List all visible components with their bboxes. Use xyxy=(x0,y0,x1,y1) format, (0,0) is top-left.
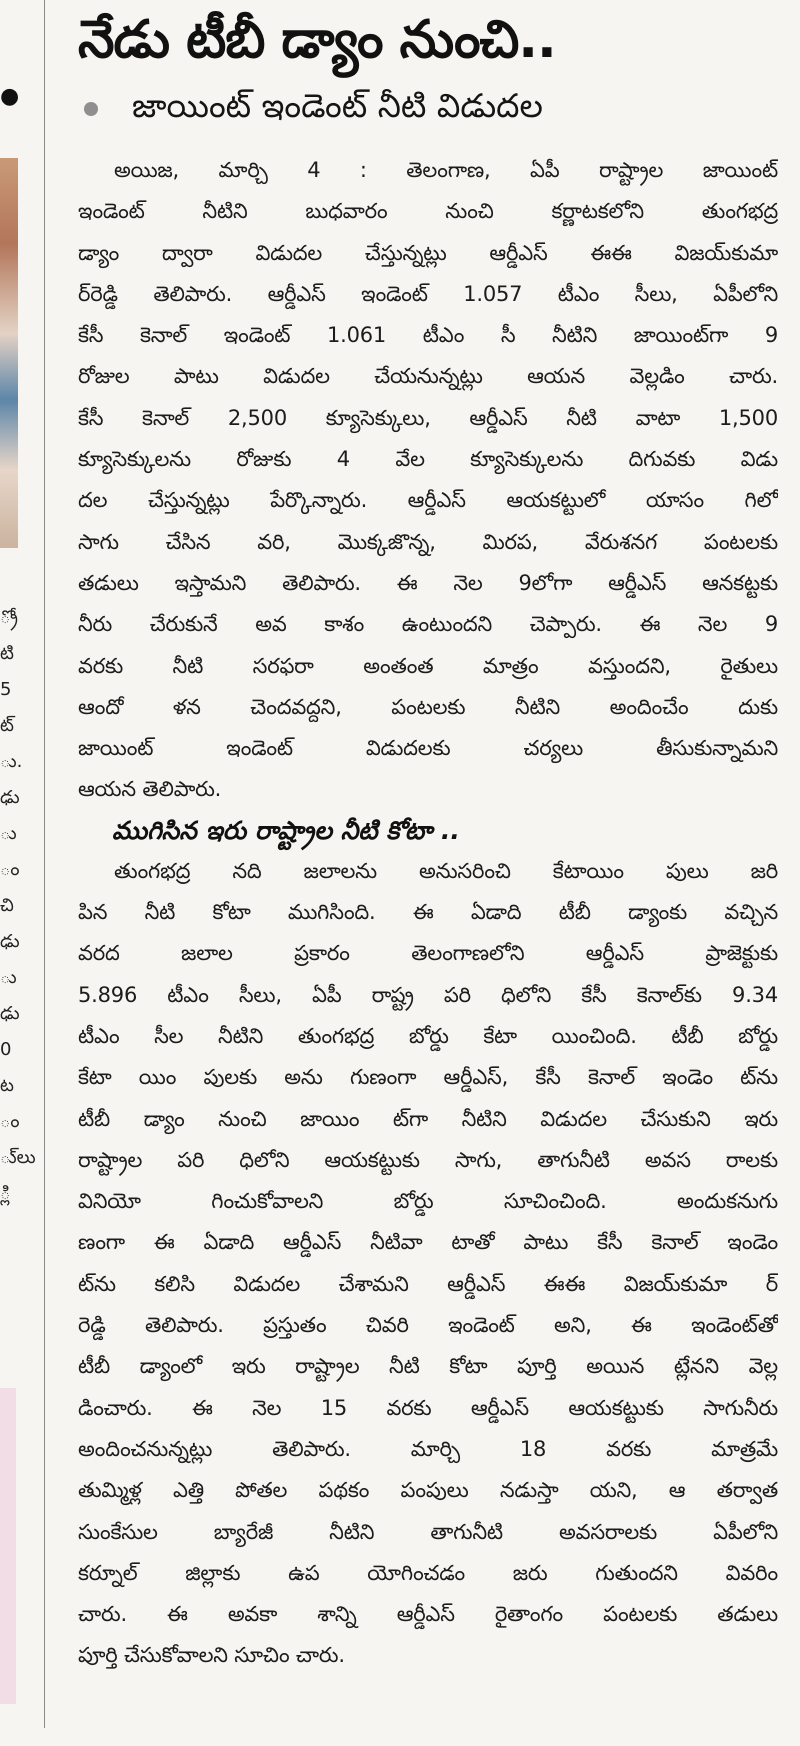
text-line: చారు. ఈ అవకా శాన్ని ఆర్డీఎస్ రైతాంగం పంటలకు తడులు xyxy=(78,1602,778,1627)
text-line: కర్నూల్ జిల్లాకు ఉప యోగించడం జరు గుతుందని వివరిం xyxy=(78,1560,778,1585)
text-line: వినియో గించుకోవాలని బోర్డు సూచించింది. అందుకనుగు xyxy=(78,1189,778,1214)
adjacent-photo-edge xyxy=(0,158,18,548)
text-line: తుంగభద్ర నది జలాలను అనుసరించి కేటాయిం పులు జరి xyxy=(114,858,778,883)
adjacent-column-fragment: టి xyxy=(0,643,14,664)
text-line: ణంగా ఈ ఏడాది ఆర్డీఎస్ నీటివా టాతో పాటు కేసీ కెనాల్ ఇండెం xyxy=(78,1230,778,1255)
text-line: కేటా యిం పులకు అను గుణంగా ఆర్డీఎస్, కేసీ కెనాల్ ఇండెం ట్‌ను xyxy=(78,1065,778,1090)
adjacent-column-fragment: ట్ xyxy=(0,715,14,736)
text-line: క్యూసెక్కులను రోజుకు 4 వేల క్యూసెక్కులను దిగువకు విడు xyxy=(78,447,778,472)
text-line: రాష్ట్రాల పరి ధిలోని ఆయకట్టుకు సాగు, తాగునీటి అవస రాలకు xyxy=(78,1147,778,1172)
adjacent-bullet: ● xyxy=(0,84,20,109)
adjacent-column-fragment: ు్లు xyxy=(0,1147,36,1168)
adjacent-column-fragment: ్లి xyxy=(0,1183,11,1204)
text-line: వరకు నీటి సరఫరా అంతంత మాత్రం వస్తుందని, రైతులు xyxy=(78,653,778,678)
text-line: అందించనున్నట్లు తెలిపారు. మార్చి 18 వరకు మాత్రమే xyxy=(78,1436,778,1461)
text-line: కేసీ కెనాల్ ఇండెంట్ 1.061 టీఎం సీ నీటిని జాయింట్‌గా 9 xyxy=(78,323,778,348)
adjacent-column-fragment: ు xyxy=(0,967,17,988)
text-line: డించారు. ఈ నెల 15 వరకు ఆర్డీఎస్ ఆయకట్టుకు సాగునీరు xyxy=(78,1395,778,1420)
adjacent-column-fragment: ఢు xyxy=(0,787,20,808)
text-line: రోజుల పాటు విడుదల చేయనున్నట్లు ఆయన వెల్లడిం చారు. xyxy=(78,364,778,389)
adjacent-column-fragment: చి xyxy=(0,895,14,916)
adjacent-column-fragment: ఢు xyxy=(0,931,20,952)
article-body xyxy=(78,150,778,1677)
text-line: తడులు ఇస్తామని తెలిపారు. ఈ నెల 9లోగా ఆర్డీఎస్ ఆనకట్టకు xyxy=(78,570,778,595)
adjacent-column-text xyxy=(0,600,36,1212)
text-line: తుమ్మిళ్ల ఎత్తి పోతల పథకం పంపులు నడుస్తా యని, ఆ తర్వాత xyxy=(78,1478,778,1503)
headline: నేడు టీబీ డ్యాం నుంచి.. xyxy=(78,10,556,70)
paragraph-2 xyxy=(78,851,778,1677)
adjacent-column-strip xyxy=(0,0,40,1746)
text-line: నీరు చేరుకునే అవ కాశం ఉంటుందని చెప్పారు. ఈ నెల 9 xyxy=(78,612,778,637)
text-line: అయిజ, మార్చి 4 : తెలంగాణ, ఏపీ రాష్ట్రాల జాయింట్ xyxy=(114,158,778,182)
text-line: టీబీ డ్యాం నుంచి జాయిం ట్‌గా నీటిని విడుదల చేసుకుని ఇరు xyxy=(78,1106,778,1131)
text-line: డ్యాం ద్వారా విడుదల చేస్తున్నట్లు ఆర్డీఎస్ ఈఈ విజయ్‌కుమా xyxy=(78,240,778,265)
column-divider xyxy=(44,0,45,1728)
adjacent-column-fragment: ఢు xyxy=(0,1003,20,1024)
subheadline-text: జాయింట్ ఇండెంట్ నీటి విడుదల xyxy=(132,85,543,125)
adjacent-column-fragment: ం xyxy=(0,1111,20,1132)
adjacent-column-fragment: 5 xyxy=(0,679,12,700)
subheadline xyxy=(84,84,543,134)
text-line: పిన నీటి కోటా ముగిసింది. ఈ ఏడాది టీబీ డ్యాంకు వచ్చిన xyxy=(78,900,778,925)
text-line: ఆందో ళన చెందవద్దని, పంటలకు నీటిని అందించేం దుకు xyxy=(78,694,778,719)
section-heading: ముగిసిన ఇరు రాష్ట్రాల నీటి కోటా .. xyxy=(112,815,460,845)
adjacent-column-fragment: ు xyxy=(0,823,17,844)
paragraph-1 xyxy=(78,150,778,811)
text-line: ఆయన తెలిపారు. xyxy=(78,777,222,802)
adjacent-column-fragment: 0 xyxy=(0,1039,12,1060)
adjacent-pink-box xyxy=(0,1388,16,1704)
adjacent-column-fragment: ు. xyxy=(0,751,23,772)
text-line: సాగు చేసిన వరి, మొక్కజొన్న, మిరప, వేరుశనగ పంటలకు xyxy=(78,529,778,554)
text-line: పూర్తి చేసుకోవాలని సూచిం చారు. xyxy=(78,1643,345,1668)
text-line: రెడ్డి తెలిపారు. ప్రస్తుతం చివరి ఇండెంట్ అని, ఈ ఇండెంట్‌తో xyxy=(78,1313,778,1338)
text-line: ట్‌ను కలిసి విడుదల చేశామని ఆర్డీఎస్ ఈఈ విజయ్‌కుమా ర్ xyxy=(78,1271,778,1296)
adjacent-column-fragment: ం xyxy=(0,859,20,880)
adjacent-column-fragment: ట xyxy=(0,1075,14,1096)
bullet-icon xyxy=(84,102,98,116)
text-line: టీఎం సీల నీటిని తుంగభద్ర బోర్డు కేటా యించింది. టీబీ బోర్డు xyxy=(78,1023,778,1048)
text-line: కేసీ కెనాల్ 2,500 క్యూసెక్కులు, ఆర్డీఎస్ నీటి వాటా 1,500 xyxy=(78,405,778,430)
text-line: దల చేస్తున్నట్లు పేర్కొన్నారు. ఆర్డీఎస్ ఆయకట్టులో యాసం గిలో xyxy=(78,488,778,513)
adjacent-column-fragment: ్రో xyxy=(0,607,18,628)
text-line: ర్‌రెడ్డి తెలిపారు. ఆర్డీఎస్ ఇండెంట్ 1.057 టీఎం సీలు, ఏపీలోని xyxy=(78,281,778,306)
text-line: జాయింట్ ఇండెంట్ విడుదలకు చర్యలు తీసుకున్నామని xyxy=(78,736,778,761)
text-line: 5.896 టీఎం సీలు, ఏపీ రాష్ట్ర పరి ధిలోని కేసీ కెనాల్‌కు 9.34 xyxy=(78,982,778,1007)
text-line: టీబీ డ్యాంలో ఇరు రాష్ట్రాల నీటి కోటా పూర్తి అయిన ట్లేనని వెల్ల xyxy=(78,1354,778,1379)
text-line: సుంకేసుల బ్యారేజీ నీటిని తాగునీటి అవసరాలకు ఏపీలోని xyxy=(78,1519,778,1544)
text-line: వరద జలాల ప్రకారం తెలంగాణలోని ఆర్డీఎస్ ప్రాజెక్టుకు xyxy=(78,941,778,966)
text-line: ఇండెంట్ నీటిని బుధవారం నుంచి కర్ణాటకలోని తుంగభద్ర xyxy=(78,199,778,224)
